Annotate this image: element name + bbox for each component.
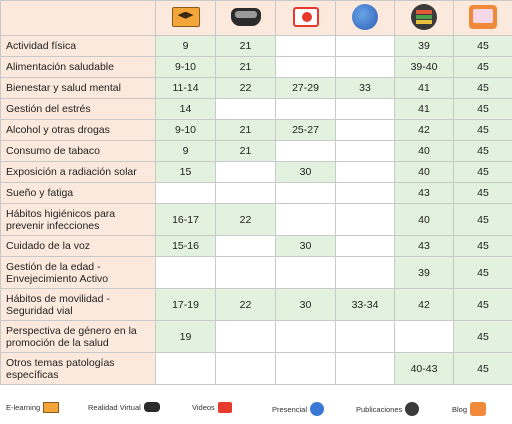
legend-elearning	[6, 402, 59, 413]
cell-blog: 45	[454, 353, 512, 385]
row-label: Hábitos higiénicos para prevenir infecciones	[1, 204, 156, 236]
cell-publicaciones: 43	[395, 183, 454, 204]
cell-blog: 45	[454, 36, 512, 57]
table-row	[1, 353, 512, 385]
header-publicaciones	[395, 1, 454, 36]
cell-presencial	[336, 204, 395, 236]
row-label: Consumo de tabaco	[1, 141, 156, 162]
cell-vr: 22	[216, 78, 276, 99]
row-label: Exposición a radiación solar	[1, 162, 156, 183]
cell-elearning: 9	[156, 36, 216, 57]
row-label: Gestión del estrés	[1, 99, 156, 120]
blog-icon	[469, 5, 497, 29]
cell-video	[276, 57, 336, 78]
legend-elearning-label: E-learning	[6, 403, 41, 412]
presencial-icon	[352, 4, 378, 30]
cell-blog: 45	[454, 321, 512, 353]
cell-elearning: 19	[156, 321, 216, 353]
elearning-icon	[172, 7, 200, 27]
vr-headset-icon	[231, 8, 261, 26]
legend-blog	[452, 402, 486, 416]
cell-blog: 45	[454, 57, 512, 78]
cell-elearning: 15-16	[156, 236, 216, 257]
cell-publicaciones: 40	[395, 162, 454, 183]
cell-blog: 45	[454, 162, 512, 183]
cell-presencial	[336, 257, 395, 289]
cell-publicaciones: 42	[395, 120, 454, 141]
cell-publicaciones: 39	[395, 36, 454, 57]
table-row	[1, 120, 512, 141]
cell-elearning: 17-19	[156, 289, 216, 321]
cell-vr: 22	[216, 289, 276, 321]
cell-presencial: 33	[336, 78, 395, 99]
row-label: Gestión de la edad - Envejecimiento Activo	[1, 257, 156, 289]
cell-presencial	[336, 141, 395, 162]
cell-vr	[216, 257, 276, 289]
cell-elearning: 9-10	[156, 120, 216, 141]
row-label: Cuidado de la voz	[1, 236, 156, 257]
cell-video	[276, 141, 336, 162]
table-row	[1, 321, 512, 353]
cell-vr	[216, 183, 276, 204]
cell-presencial	[336, 120, 395, 141]
row-label: Alcohol y otras drogas	[1, 120, 156, 141]
legend-videos	[192, 402, 232, 413]
cell-video: 30	[276, 236, 336, 257]
cell-publicaciones: 40-43	[395, 353, 454, 385]
cell-elearning	[156, 353, 216, 385]
cell-publicaciones	[395, 321, 454, 353]
cell-video	[276, 257, 336, 289]
cell-elearning	[156, 257, 216, 289]
table-row	[1, 141, 512, 162]
legend-presencial-label: Presencial	[272, 404, 308, 414]
cell-publicaciones: 39	[395, 257, 454, 289]
cell-blog: 45	[454, 183, 512, 204]
table-row	[1, 289, 512, 321]
cell-presencial	[336, 236, 395, 257]
table-row	[1, 36, 512, 57]
cell-publicaciones: 43	[395, 236, 454, 257]
cell-blog: 45	[454, 204, 512, 236]
cell-presencial: 33-34	[336, 289, 395, 321]
cell-video: 30	[276, 162, 336, 183]
cell-blog: 45	[454, 120, 512, 141]
row-label: Hábitos de movilidad - Seguridad vial	[1, 289, 156, 321]
publicaciones-icon	[405, 402, 419, 416]
table-row	[1, 204, 512, 236]
cell-vr: 21	[216, 120, 276, 141]
row-label: Sueño y fatiga	[1, 183, 156, 204]
vr-headset-icon	[144, 402, 160, 412]
cell-publicaciones: 40	[395, 204, 454, 236]
row-label: Bienestar y salud mental	[1, 78, 156, 99]
cell-video: 30	[276, 289, 336, 321]
table-row	[1, 183, 512, 204]
cell-publicaciones: 40	[395, 141, 454, 162]
video-icon	[218, 402, 232, 413]
legend-publicaciones-label: Publicaciones	[356, 404, 403, 414]
table-row	[1, 162, 512, 183]
cell-elearning	[156, 183, 216, 204]
cell-elearning: 9-10	[156, 57, 216, 78]
cell-elearning: 14	[156, 99, 216, 120]
cell-video	[276, 183, 336, 204]
cell-presencial	[336, 57, 395, 78]
legend-vr	[88, 402, 160, 412]
cell-vr	[216, 162, 276, 183]
cell-publicaciones: 42	[395, 289, 454, 321]
header-blog	[454, 1, 512, 36]
publicaciones-icon	[411, 4, 437, 30]
row-label: Perspectiva de género en la promoción de la salud	[1, 321, 156, 353]
table-row	[1, 99, 512, 120]
cell-vr: 22	[216, 204, 276, 236]
legend-videos-label: Videos	[192, 403, 215, 412]
table-row	[1, 78, 512, 99]
cell-presencial	[336, 36, 395, 57]
cell-publicaciones: 41	[395, 78, 454, 99]
cell-presencial	[336, 162, 395, 183]
cell-presencial	[336, 353, 395, 385]
cell-video	[276, 99, 336, 120]
cell-video	[276, 353, 336, 385]
blog-icon	[470, 402, 486, 416]
cell-presencial	[336, 321, 395, 353]
header-corner	[1, 1, 156, 36]
cell-elearning: 11-14	[156, 78, 216, 99]
cell-presencial	[336, 99, 395, 120]
cell-video: 25-27	[276, 120, 336, 141]
cell-elearning: 16-17	[156, 204, 216, 236]
cell-vr: 21	[216, 36, 276, 57]
legend-vr-label: Realidad Virtual	[88, 402, 141, 412]
cell-vr	[216, 353, 276, 385]
cell-vr: 21	[216, 57, 276, 78]
cell-blog: 45	[454, 78, 512, 99]
cell-blog: 45	[454, 257, 512, 289]
legend-publicaciones	[356, 402, 419, 416]
header-vr	[216, 1, 276, 36]
cell-vr	[216, 99, 276, 120]
header-elearning	[156, 1, 216, 36]
cell-video	[276, 204, 336, 236]
header-presencial	[336, 1, 395, 36]
cell-elearning: 15	[156, 162, 216, 183]
cell-publicaciones: 41	[395, 99, 454, 120]
video-icon	[293, 7, 319, 27]
header-video	[276, 1, 336, 36]
row-label: Actividad física	[1, 36, 156, 57]
cell-video	[276, 321, 336, 353]
row-label: Otros temas patologías específicas	[1, 353, 156, 385]
cell-video	[276, 36, 336, 57]
cell-elearning: 9	[156, 141, 216, 162]
table-row	[1, 236, 512, 257]
presencial-icon	[310, 402, 324, 416]
table-row	[1, 257, 512, 289]
cell-vr: 21	[216, 141, 276, 162]
row-label: Alimentación saludable	[1, 57, 156, 78]
cell-vr	[216, 236, 276, 257]
table-row	[1, 57, 512, 78]
cell-vr	[216, 321, 276, 353]
cell-blog: 45	[454, 289, 512, 321]
cell-blog: 45	[454, 141, 512, 162]
legend-blog-label: Blog	[452, 404, 468, 414]
cell-publicaciones: 39-40	[395, 57, 454, 78]
legend-presencial	[272, 402, 324, 416]
elearning-icon	[43, 402, 59, 413]
legend	[0, 394, 512, 424]
cell-blog: 45	[454, 236, 512, 257]
cell-blog: 45	[454, 99, 512, 120]
cell-presencial	[336, 183, 395, 204]
header-row	[1, 1, 512, 36]
cell-video: 27-29	[276, 78, 336, 99]
